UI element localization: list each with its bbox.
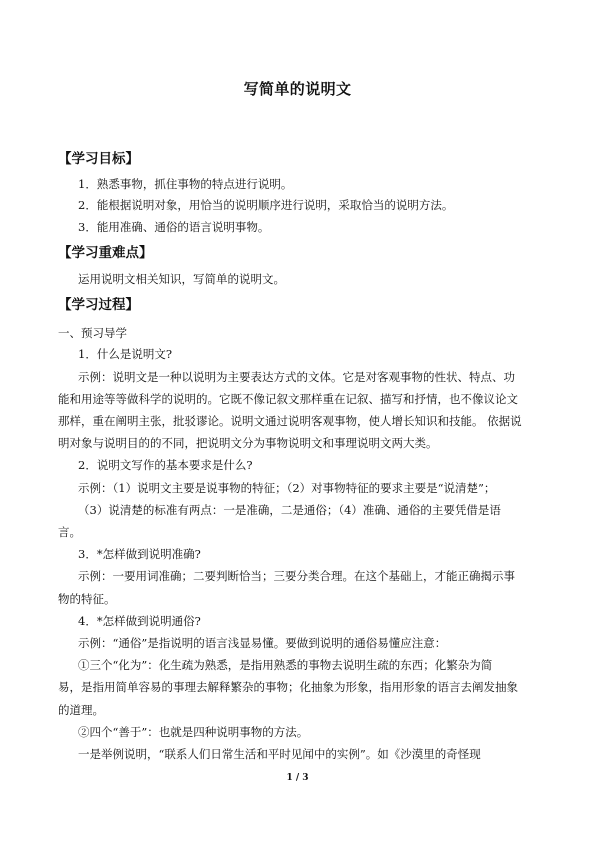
page-title: 写简单的说明文	[243, 80, 352, 98]
process-line: 那样，重在阐明主张，批驳谬论。说明文通过说明客观事物，使人增长知识和技能。 依据说	[58, 414, 522, 428]
process-line: ①三个“化为”：化生疏为熟悉，是指用熟悉的事物去说明生疏的东西；化繁杂为简	[78, 658, 493, 672]
process-line: 示例：说明文是一种以说明为主要表达方式的文体。它是对客观事物的性状、特点、功	[78, 370, 515, 384]
process-line: 一是举例说明，“联系人们日常生活和平时见闻中的实例”。如《沙漠里的奇怪现	[78, 747, 481, 761]
process-line: 易，是指用简单容易的事理去解释繁杂的事物；化抽象为形象，指用形象的语言去阐发抽象	[58, 680, 518, 694]
process-line: 示例：一要用词准确；二要判断恰当；三要分类合理。在这个基础上，才能正确揭示事	[78, 569, 515, 583]
objectives-heading: 【学习目标】	[58, 151, 139, 167]
process-line: 3．*怎样做到说明准确?	[78, 547, 201, 561]
process-line: 言。	[58, 525, 81, 539]
keypoints-heading: 【学习重难点】	[58, 245, 153, 261]
process-line: ②四个“善于”：也就是四种说明事物的方法。	[78, 725, 309, 739]
process-line: 物的特征。	[58, 592, 116, 606]
process-line: 明对象与说明目的的不同，把说明文分为事物说明文和事理说明文两大类。	[58, 436, 438, 450]
process-line: 能和用途等等做科学的说明的。它既不像记叙文那样重在记叙、描写和抒情，也不像议论文	[58, 392, 518, 406]
process-heading: 【学习过程】	[58, 297, 139, 313]
objective-item: 3．能用准确、通俗的语言说明事物。	[78, 220, 270, 234]
process-line: 示例：（1）说明文主要是说事物的特征；（2）对事物特征的要求主要是“说清楚”；	[78, 481, 496, 495]
objective-item: 1．熟悉事物，抓住事物的特点进行说明。	[78, 177, 293, 191]
process-line: 2．说明文写作的基本要求是什么?	[78, 458, 253, 472]
objective-item: 2．能根据说明对象，用恰当的说明顺序进行说明，采取恰当的说明方法。	[78, 198, 454, 212]
process-line: （3）说清楚的标准有两点：一是准确，二是通俗；（4）准确、通俗的主要凭借是语	[78, 503, 501, 517]
process-line: 4．*怎样做到说明通俗?	[78, 614, 201, 628]
page-number: 1 / 3	[286, 773, 309, 783]
keypoint-item: 运用说明文相关知识，写简单的说明文。	[78, 272, 285, 286]
process-line: 一、预习导学	[58, 326, 127, 340]
process-line: 的道理。	[58, 703, 104, 717]
process-line: 示例：“通俗”是指说明的语言浅显易懂。要做到说明的通俗易懂应注意：	[78, 636, 447, 650]
process-line: 1．什么是说明文?	[78, 347, 172, 361]
